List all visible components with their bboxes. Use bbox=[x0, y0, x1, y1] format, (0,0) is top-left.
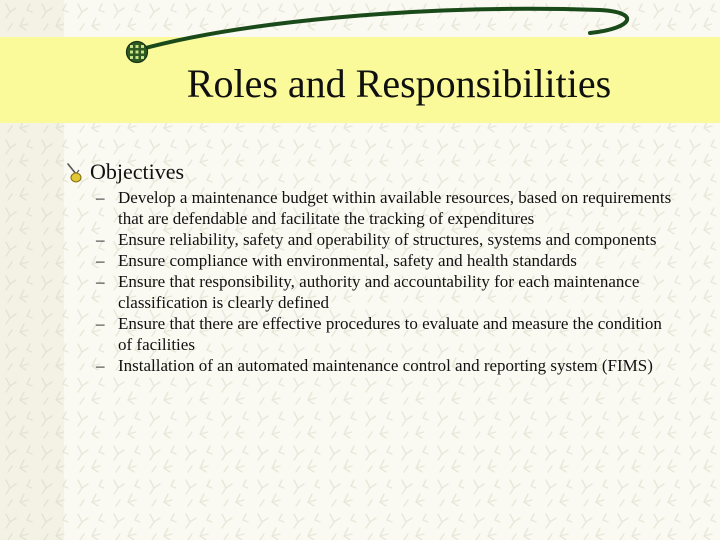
sub-bullet-list bbox=[96, 187, 676, 376]
dash-marker: – bbox=[96, 272, 105, 291]
sub-bullet-text: Ensure compliance with environmental, safety and health standards bbox=[118, 251, 577, 270]
dash-marker: – bbox=[96, 314, 105, 333]
slide-title: Roles and Responsibilities bbox=[186, 61, 612, 106]
dash-marker: – bbox=[96, 230, 105, 249]
main-bullet bbox=[64, 158, 184, 186]
sub-bullet-item bbox=[96, 250, 676, 271]
sub-bullet-item bbox=[96, 313, 676, 355]
bulb-bullet-icon bbox=[64, 160, 88, 184]
sub-bullet-item bbox=[96, 229, 676, 250]
dash-marker: – bbox=[96, 356, 105, 375]
sub-bullet-item bbox=[96, 355, 676, 376]
dash-marker: – bbox=[96, 251, 105, 270]
sub-bullet-item bbox=[96, 187, 676, 229]
sub-bullet-text: Ensure that there are effective procedures to evaluate and measure the condition of facilities bbox=[118, 314, 662, 354]
sub-bullet-text: Ensure that responsibility, authority and accountability for each maintenance classification is clearly defined bbox=[118, 272, 640, 312]
dash-marker: – bbox=[96, 188, 105, 207]
sub-bullet-text: Installation of an automated maintenance control and reporting system (FIMS) bbox=[118, 356, 653, 375]
sub-bullet-text: Ensure reliability, safety and operability of structures, systems and components bbox=[118, 230, 657, 249]
main-bullet-text: Objectives bbox=[90, 159, 185, 184]
sub-bullet-text: Develop a maintenance budget within available resources, based on requirements that are defendable and facilitate the tracking of expenditures bbox=[118, 188, 672, 228]
sub-bullet-item bbox=[96, 271, 676, 313]
